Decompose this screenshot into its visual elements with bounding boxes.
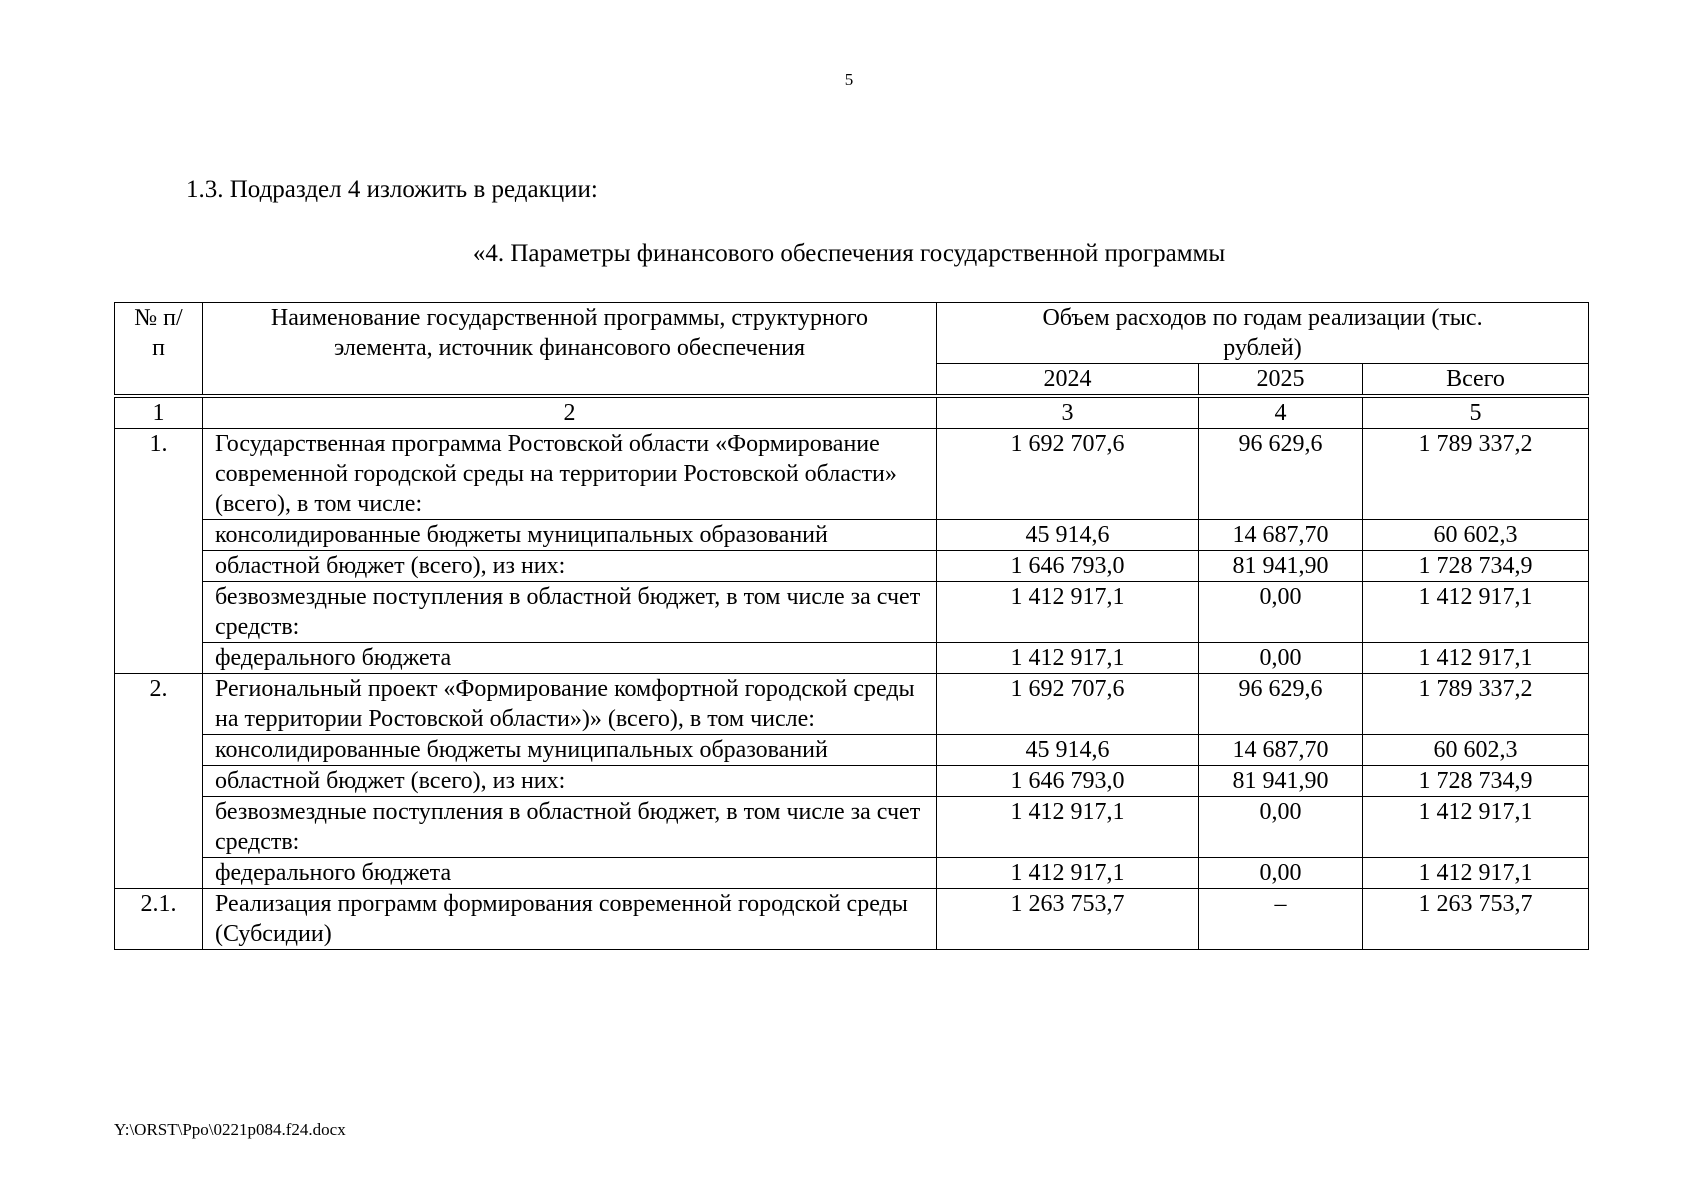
table-row xyxy=(115,766,1589,797)
value-2024: 1 263 753,7 xyxy=(937,889,1199,950)
row-number: 2.1. xyxy=(115,889,203,950)
table-row xyxy=(115,551,1589,582)
header-total: Всего xyxy=(1363,364,1589,397)
table-row xyxy=(115,520,1589,551)
value-total: 1 412 917,1 xyxy=(1363,582,1589,643)
value-2025: – xyxy=(1199,889,1363,950)
value-total: 1 412 917,1 xyxy=(1363,858,1589,889)
value-total: 1 728 734,9 xyxy=(1363,551,1589,582)
value-2024: 1 412 917,1 xyxy=(937,643,1199,674)
table-row xyxy=(115,889,1589,950)
row-name: Региональный проект «Формирование комфортной городской среды на территории Ростовской области»)» (всего), в том числе: xyxy=(203,674,937,735)
section-title: «4. Параметры финансового обеспечения государственной программы xyxy=(472,240,1226,267)
value-2024: 45 914,6 xyxy=(937,520,1199,551)
value-total: 1 412 917,1 xyxy=(1363,643,1589,674)
value-2025: 0,00 xyxy=(1199,582,1363,643)
value-2025: 96 629,6 xyxy=(1199,674,1363,735)
header-name: Наименование государственной программы, структурного элемента, источник финансового обеспечения xyxy=(203,303,937,397)
row-name: безвозмездные поступления в областной бюджет, в том числе за счет средств: xyxy=(203,582,937,643)
table-row xyxy=(115,674,1589,735)
value-2025: 14 687,70 xyxy=(1199,520,1363,551)
value-2025: 0,00 xyxy=(1199,643,1363,674)
value-2024: 45 914,6 xyxy=(937,735,1199,766)
row-name: консолидированные бюджеты муниципальных образований xyxy=(203,735,937,766)
table-row xyxy=(115,582,1589,643)
value-2024: 1 412 917,1 xyxy=(937,797,1199,858)
table-row xyxy=(115,429,1589,520)
value-2025: 14 687,70 xyxy=(1199,735,1363,766)
row-name: федерального бюджета xyxy=(203,858,937,889)
col-number: 3 xyxy=(937,396,1199,429)
value-2025: 81 941,90 xyxy=(1199,551,1363,582)
col-number: 5 xyxy=(1363,396,1589,429)
value-total: 1 789 337,2 xyxy=(1363,674,1589,735)
table-row xyxy=(115,643,1589,674)
row-name: Государственная программа Ростовской области «Формирование современной городской среды на территории Ростовской области» (всего), в том числе: xyxy=(203,429,937,520)
row-name: федерального бюджета xyxy=(203,643,937,674)
value-total: 60 602,3 xyxy=(1363,520,1589,551)
row-name: консолидированные бюджеты муниципальных образований xyxy=(203,520,937,551)
table-row xyxy=(115,797,1589,858)
column-numbers-row xyxy=(115,396,1589,429)
col-number: 2 xyxy=(203,396,937,429)
value-2025: 0,00 xyxy=(1199,858,1363,889)
value-total: 1 263 753,7 xyxy=(1363,889,1589,950)
value-total: 60 602,3 xyxy=(1363,735,1589,766)
value-2024: 1 412 917,1 xyxy=(937,582,1199,643)
financing-table xyxy=(114,302,1589,950)
value-2024: 1 412 917,1 xyxy=(937,858,1199,889)
value-2024: 1 692 707,6 xyxy=(937,429,1199,520)
value-2025: 96 629,6 xyxy=(1199,429,1363,520)
value-total: 1 412 917,1 xyxy=(1363,797,1589,858)
page-number: 5 xyxy=(844,70,854,89)
value-2025: 81 941,90 xyxy=(1199,766,1363,797)
col-number: 1 xyxy=(115,396,203,429)
instruction-text: 1.3. Подраздел 4 изложить в редакции: xyxy=(186,176,598,203)
row-name: областной бюджет (всего), из них: xyxy=(203,551,937,582)
value-2025: 0,00 xyxy=(1199,797,1363,858)
table-row xyxy=(115,735,1589,766)
header-num: № п/п xyxy=(115,303,203,397)
value-total: 1 728 734,9 xyxy=(1363,766,1589,797)
header-volume: Объем расходов по годам реализации (тыс. рублей) xyxy=(937,303,1589,364)
header-year-2025: 2025 xyxy=(1199,364,1363,397)
header-year-2024: 2024 xyxy=(937,364,1199,397)
file-path-footer: Y:\ORST\Ppo\0221p084.f24.docx xyxy=(114,1120,346,1139)
row-name: областной бюджет (всего), из них: xyxy=(203,766,937,797)
value-2024: 1 646 793,0 xyxy=(937,766,1199,797)
table-header-row xyxy=(115,303,1589,364)
row-number: 1. xyxy=(115,429,203,674)
value-2024: 1 692 707,6 xyxy=(937,674,1199,735)
row-name: Реализация программ формирования современной городской среды (Субсидии) xyxy=(203,889,937,950)
value-2024: 1 646 793,0 xyxy=(937,551,1199,582)
value-total: 1 789 337,2 xyxy=(1363,429,1589,520)
table-row xyxy=(115,858,1589,889)
row-number: 2. xyxy=(115,674,203,889)
row-name: безвозмездные поступления в областной бюджет, в том числе за счет средств: xyxy=(203,797,937,858)
col-number: 4 xyxy=(1199,396,1363,429)
